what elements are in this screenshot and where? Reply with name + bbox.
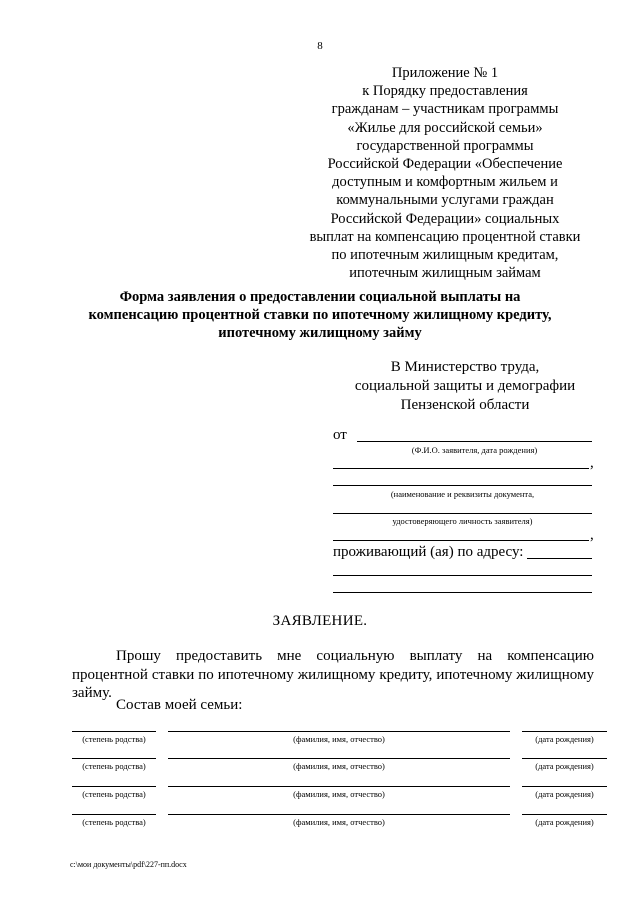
dob-field[interactable] bbox=[522, 814, 607, 815]
statement-heading: ЗАЯВЛЕНИЕ. bbox=[272, 613, 368, 629]
relation-field[interactable] bbox=[72, 786, 156, 787]
document-field-2[interactable] bbox=[333, 513, 592, 514]
relation-caption: (степень родства) bbox=[82, 734, 146, 744]
dob-caption: (дата рождения) bbox=[535, 734, 594, 744]
relation-caption: (степень родства) bbox=[82, 789, 146, 799]
fullname-field[interactable] bbox=[168, 758, 510, 759]
address-field[interactable] bbox=[527, 558, 592, 559]
dob-caption: (дата рождения) bbox=[535, 761, 594, 771]
dob-field[interactable] bbox=[522, 786, 607, 787]
annex-line: доступным и комфортным жильем и bbox=[332, 174, 558, 191]
document-field[interactable] bbox=[333, 485, 592, 486]
annex-line: коммунальными услугами граждан bbox=[336, 192, 554, 209]
fullname-caption: (фамилия, имя, отчество) bbox=[293, 734, 385, 744]
address-label: проживающий (ая) по адресу: bbox=[333, 544, 524, 560]
dob-caption: (дата рождения) bbox=[535, 817, 594, 827]
applicant-name-field[interactable] bbox=[357, 441, 592, 442]
file-path-footer: c:\мои документы\pdf\227-пп.docx bbox=[70, 860, 187, 869]
annex-block bbox=[300, 64, 590, 282]
comma: , bbox=[590, 527, 594, 543]
recipient-line: социальной защиты и демографии bbox=[354, 378, 576, 394]
recipient-line: В Министерство труда, bbox=[390, 359, 540, 375]
fullname-caption: (фамилия, имя, отчество) bbox=[293, 789, 385, 799]
annex-line: Российской Федерации «Обеспечение bbox=[327, 156, 563, 173]
dob-field[interactable] bbox=[522, 758, 607, 759]
annex-line: гражданам – участникам программы bbox=[331, 101, 559, 118]
annex-line: государственной программы bbox=[356, 137, 534, 154]
recipient-block bbox=[330, 358, 600, 415]
annex-line: Российской Федерации» социальных bbox=[330, 210, 560, 227]
comma: , bbox=[590, 455, 594, 471]
dob-caption: (дата рождения) bbox=[535, 789, 594, 799]
document-field-3[interactable] bbox=[333, 540, 589, 541]
doc-caption: (наименование и реквизиты документа, bbox=[390, 489, 535, 499]
fullname-caption: (фамилия, имя, отчество) bbox=[293, 817, 385, 827]
relation-caption: (степень родства) bbox=[82, 761, 146, 771]
fullname-caption: (фамилия, имя, отчество) bbox=[293, 761, 385, 771]
fullname-field[interactable] bbox=[168, 814, 510, 815]
doc-caption-2: удостоверяющего личность заявителя) bbox=[392, 516, 533, 526]
annex-line: «Жилье для российской семьи» bbox=[347, 119, 543, 136]
dob-field[interactable] bbox=[522, 731, 607, 732]
annex-line: выплат на компенсацию процентной ставки bbox=[309, 228, 581, 245]
annex-line: ипотечным жилищным займам bbox=[349, 265, 541, 282]
relation-field[interactable] bbox=[72, 731, 156, 732]
annex-line: Приложение № 1 bbox=[391, 65, 499, 81]
annex-line: к Порядку предоставления bbox=[362, 83, 528, 100]
annex-line: по ипотечным жилищным кредитам, bbox=[331, 247, 559, 264]
address-line-2[interactable] bbox=[333, 575, 592, 576]
relation-field[interactable] bbox=[72, 814, 156, 815]
relation-field[interactable] bbox=[72, 758, 156, 759]
recipient-line: Пензенской области bbox=[400, 397, 530, 413]
family-label: Состав моей семьи: bbox=[116, 697, 243, 713]
relation-caption: (степень родства) bbox=[82, 817, 146, 827]
from-label: от bbox=[333, 427, 347, 443]
form-title-line: ипотечному жилищному займу bbox=[218, 325, 422, 341]
applicant-line-2[interactable] bbox=[333, 468, 589, 469]
request-paragraph: Прошу предоставить мне социальную выплату на компенсацию процентной ставки по ипотечному жилищному кредиту, ипотечному жилищному займу. bbox=[72, 648, 594, 701]
fullname-field[interactable] bbox=[168, 786, 510, 787]
form-title-line: компенсацию процентной ставки по ипотечному жилищному кредиту, bbox=[88, 307, 552, 323]
address-line-3[interactable] bbox=[333, 592, 592, 593]
name-caption: (Ф.И.О. заявителя, дата рождения) bbox=[411, 445, 538, 455]
form-title-line: Форма заявления о предоставлении социальной выплаты на bbox=[119, 289, 521, 305]
fullname-field[interactable] bbox=[168, 731, 510, 732]
form-title bbox=[60, 288, 580, 342]
page-number: 8 bbox=[317, 40, 323, 52]
